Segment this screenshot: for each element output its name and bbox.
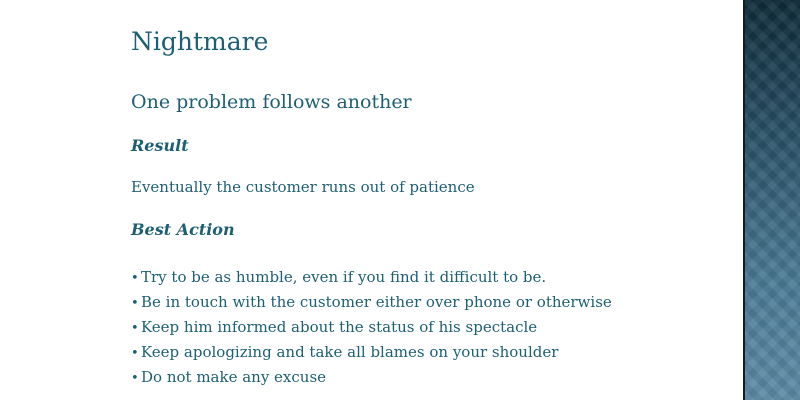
list-item-text: Be in touch with the customer either over phone or otherwise	[141, 293, 612, 311]
bullet-icon: •	[131, 371, 139, 386]
bullet-icon: •	[131, 296, 139, 311]
bullet-icon: •	[131, 346, 139, 361]
list-item-text: Try to be as humble, even if you find it difficult to be.	[141, 268, 547, 286]
result-heading: Result	[131, 136, 189, 155]
list-item-text: Keep him informed about the status of his spectacle	[141, 318, 538, 336]
list-item-text: Do not make any excuse	[141, 368, 327, 386]
list-item	[131, 340, 612, 365]
slide-title: Nightmare	[131, 27, 269, 56]
best-action-list	[131, 265, 612, 390]
best-action-heading: Best Action	[131, 220, 235, 239]
list-item	[131, 315, 612, 340]
decorative-side-panel	[743, 0, 800, 400]
list-item	[131, 265, 612, 290]
list-item	[131, 365, 612, 390]
bullet-icon: •	[131, 321, 139, 336]
list-item	[131, 290, 612, 315]
list-item-text: Keep apologizing and take all blames on your shoulder	[141, 343, 559, 361]
slide-subtitle: One problem follows another	[131, 91, 412, 113]
result-text: Eventually the customer runs out of patience	[131, 178, 475, 196]
bullet-icon: •	[131, 271, 139, 286]
